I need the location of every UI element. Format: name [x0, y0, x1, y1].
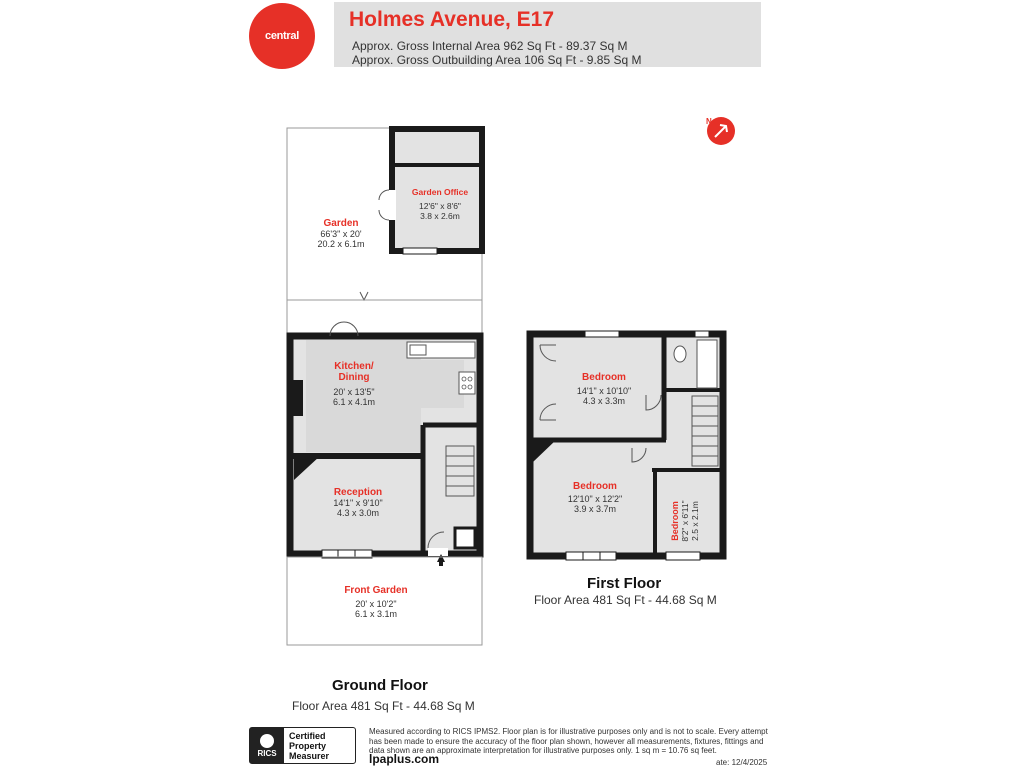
- room-dim-metric: 4.3 x 3.3m: [582, 396, 626, 406]
- room-dim-imperial: 14'1" x 9'10": [333, 498, 383, 508]
- room-name: Garden Office: [411, 187, 469, 197]
- room-name-line1: Kitchen/: [334, 361, 374, 372]
- room-dim-metric: 3.8 x 2.6m: [420, 211, 460, 221]
- ground-floor-title: Ground Floor: [332, 677, 428, 694]
- website-link[interactable]: lpaplus.com: [369, 752, 440, 766]
- north-compass-icon: [706, 117, 735, 145]
- room-name: Bedroom: [670, 501, 680, 541]
- room-dim-imperial: 20' x 13'5": [333, 387, 375, 397]
- logo-text: central: [265, 30, 299, 42]
- room-name: Garden: [323, 218, 359, 229]
- room-dim-imperial: 20' x 10'2": [355, 599, 397, 609]
- gross-internal-area: Approx. Gross Internal Area 962 Sq Ft - 89.37 Sq M: [352, 39, 628, 53]
- room-bedroom-2: [555, 481, 635, 514]
- room-dim-metric: 6.1 x 4.1m: [332, 397, 376, 407]
- room-garden: [306, 218, 376, 249]
- rics-text: Certified Property Measurer: [289, 730, 330, 761]
- ground-floor-plan: [290, 322, 480, 558]
- room-reception: [318, 487, 398, 518]
- room-dim-imperial: 66'3" x 20': [320, 229, 362, 239]
- property-title: Holmes Avenue, E17: [349, 8, 555, 31]
- rics-mark: RICS: [250, 728, 284, 763]
- ground-floor-area: Floor Area 481 Sq Ft - 44.68 Sq M: [292, 699, 475, 713]
- room-dim-imperial: 12'10" x 12'2": [567, 494, 623, 504]
- first-floor-title: First Floor: [587, 575, 662, 592]
- rics-certified-badge: [249, 727, 356, 764]
- room-name: Reception: [333, 487, 383, 498]
- room-name: Bedroom: [573, 481, 617, 492]
- room-dim-metric: 20.2 x 6.1m: [317, 239, 365, 249]
- svg-text:N: N: [706, 117, 712, 126]
- room-dim-metric: 4.3 x 3.0m: [336, 508, 380, 518]
- room-name-line2: Dining: [338, 372, 370, 383]
- room-front-garden: [326, 585, 426, 619]
- room-dim-imperial: 14'1" x 10'10": [576, 386, 632, 396]
- room-garden-office: [400, 187, 480, 221]
- room-dim-metric: 6.1 x 3.1m: [354, 609, 398, 619]
- room-dim-metric: 2.5 x 2.1m: [690, 501, 700, 541]
- room-dim-metric: 3.9 x 3.7m: [573, 504, 617, 514]
- room-bedroom-3: [670, 486, 702, 556]
- room-bedroom-1: [564, 372, 644, 406]
- plan-date: ate: 12/4/2025: [716, 758, 768, 767]
- room-dim-imperial: 12'6" x 8'6": [419, 201, 461, 211]
- disclaimer-note: Measured according to RICS IPMS2. Floor plan is for illustrative purposes only and is not to scale. Every attempt has been made to ensure the accuracy of the floor plan shown, however all measurements, fixtures, fittings and data shown are an approximate interpretation for illustrative purposes only. 1 sq m = 10.76 sq feet.: [369, 727, 768, 755]
- room-name: Bedroom: [582, 372, 626, 383]
- room-dim-imperial: 8'2" x 6'11": [680, 500, 690, 542]
- first-floor-area: Floor Area 481 Sq Ft - 44.68 Sq M: [534, 593, 717, 607]
- gross-outbuilding-area: Approx. Gross Outbuilding Area 106 Sq Ft - 9.85 Sq M: [352, 53, 642, 67]
- room-kitchen-dining: [315, 361, 393, 407]
- rics-crest-icon: [260, 734, 274, 748]
- room-name: Front Garden: [344, 585, 408, 596]
